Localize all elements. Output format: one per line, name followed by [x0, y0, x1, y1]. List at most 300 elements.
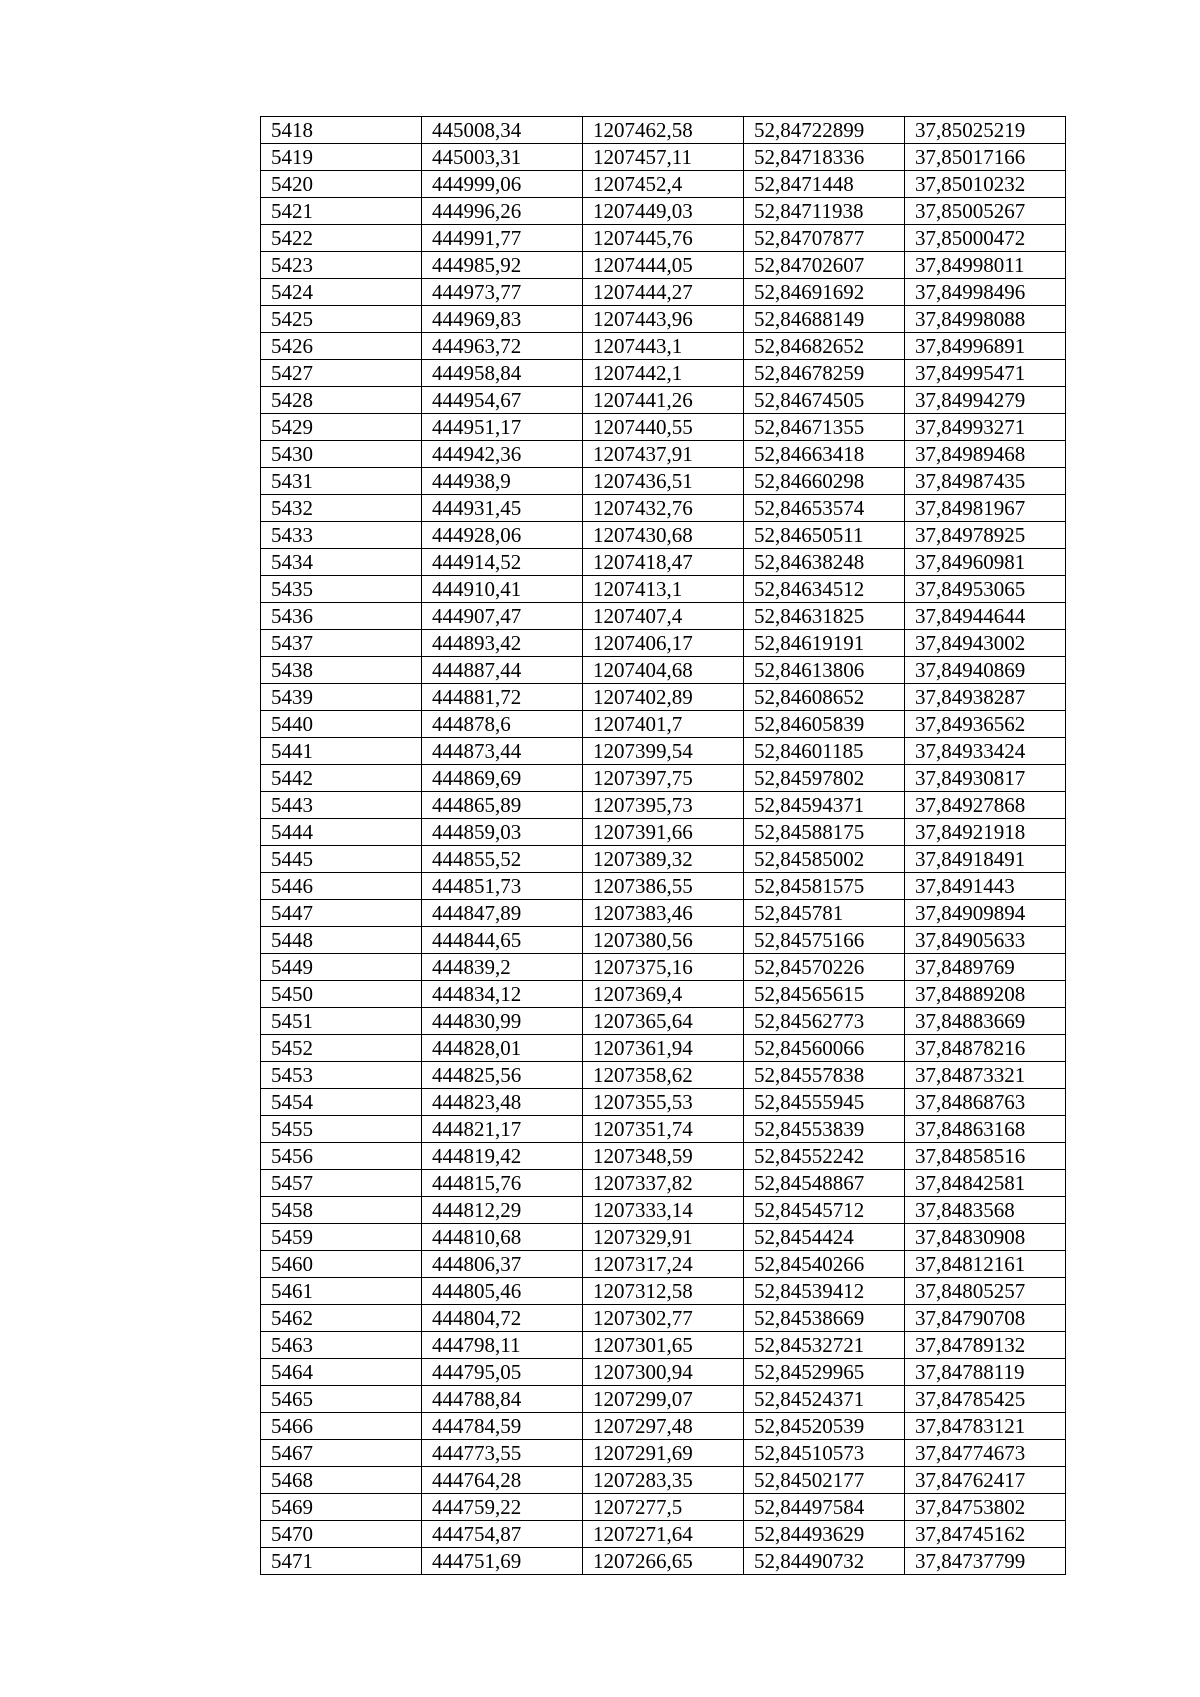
x-coordinate-cell: 444931,45 — [422, 495, 583, 522]
x-coordinate-cell: 444969,83 — [422, 306, 583, 333]
x-coordinate-cell: 445003,31 — [422, 144, 583, 171]
y-coordinate-cell: 1207443,1 — [583, 333, 744, 360]
x-coordinate-cell: 444914,52 — [422, 549, 583, 576]
point-number-cell: 5432 — [261, 495, 422, 522]
y-coordinate-cell: 1207389,32 — [583, 846, 744, 873]
longitude-cell: 37,84940869 — [905, 657, 1066, 684]
table-row — [261, 900, 1066, 927]
x-coordinate-cell: 444784,59 — [422, 1413, 583, 1440]
y-coordinate-cell: 1207283,35 — [583, 1467, 744, 1494]
latitude-cell: 52,84597802 — [744, 765, 905, 792]
x-coordinate-cell: 444973,77 — [422, 279, 583, 306]
table-row — [261, 549, 1066, 576]
longitude-cell: 37,84753802 — [905, 1494, 1066, 1521]
longitude-cell: 37,85017166 — [905, 144, 1066, 171]
latitude-cell: 52,84671355 — [744, 414, 905, 441]
point-number-cell: 5441 — [261, 738, 422, 765]
latitude-cell: 52,84588175 — [744, 819, 905, 846]
longitude-cell: 37,84905633 — [905, 927, 1066, 954]
longitude-cell: 37,84883669 — [905, 1008, 1066, 1035]
latitude-cell: 52,84663418 — [744, 441, 905, 468]
point-number-cell: 5463 — [261, 1332, 422, 1359]
table-row — [261, 1116, 1066, 1143]
latitude-cell: 52,84601185 — [744, 738, 905, 765]
y-coordinate-cell: 1207277,5 — [583, 1494, 744, 1521]
table-row — [261, 1332, 1066, 1359]
table-row — [261, 198, 1066, 225]
point-number-cell: 5464 — [261, 1359, 422, 1386]
latitude-cell: 52,84565615 — [744, 981, 905, 1008]
longitude-cell: 37,85010232 — [905, 171, 1066, 198]
point-number-cell: 5444 — [261, 819, 422, 846]
point-number-cell: 5419 — [261, 144, 422, 171]
latitude-cell: 52,84631825 — [744, 603, 905, 630]
table-row — [261, 1548, 1066, 1575]
table-row — [261, 846, 1066, 873]
table-row — [261, 279, 1066, 306]
table-row — [261, 603, 1066, 630]
point-number-cell: 5446 — [261, 873, 422, 900]
longitude-cell: 37,84868763 — [905, 1089, 1066, 1116]
longitude-cell: 37,84790708 — [905, 1305, 1066, 1332]
table-row — [261, 927, 1066, 954]
latitude-cell: 52,84688149 — [744, 306, 905, 333]
longitude-cell: 37,84953065 — [905, 576, 1066, 603]
longitude-cell: 37,84889208 — [905, 981, 1066, 1008]
latitude-cell: 52,84711938 — [744, 198, 905, 225]
latitude-cell: 52,84674505 — [744, 387, 905, 414]
table-row — [261, 1305, 1066, 1332]
point-number-cell: 5469 — [261, 1494, 422, 1521]
x-coordinate-cell: 444795,05 — [422, 1359, 583, 1386]
latitude-cell: 52,84718336 — [744, 144, 905, 171]
y-coordinate-cell: 1207401,7 — [583, 711, 744, 738]
table-row — [261, 1251, 1066, 1278]
x-coordinate-cell: 444963,72 — [422, 333, 583, 360]
latitude-cell: 52,84660298 — [744, 468, 905, 495]
latitude-cell: 52,84570226 — [744, 954, 905, 981]
latitude-cell: 52,84557838 — [744, 1062, 905, 1089]
y-coordinate-cell: 1207375,16 — [583, 954, 744, 981]
y-coordinate-cell: 1207452,4 — [583, 171, 744, 198]
longitude-cell: 37,84873321 — [905, 1062, 1066, 1089]
point-number-cell: 5458 — [261, 1197, 422, 1224]
y-coordinate-cell: 1207441,26 — [583, 387, 744, 414]
x-coordinate-cell: 444999,06 — [422, 171, 583, 198]
x-coordinate-cell: 444887,44 — [422, 657, 583, 684]
point-number-cell: 5425 — [261, 306, 422, 333]
latitude-cell: 52,84605839 — [744, 711, 905, 738]
point-number-cell: 5450 — [261, 981, 422, 1008]
longitude-cell: 37,84909894 — [905, 900, 1066, 927]
x-coordinate-cell: 444823,48 — [422, 1089, 583, 1116]
y-coordinate-cell: 1207444,05 — [583, 252, 744, 279]
point-number-cell: 5423 — [261, 252, 422, 279]
longitude-cell: 37,84998088 — [905, 306, 1066, 333]
x-coordinate-cell: 444821,17 — [422, 1116, 583, 1143]
latitude-cell: 52,84581575 — [744, 873, 905, 900]
latitude-cell: 52,84562773 — [744, 1008, 905, 1035]
longitude-cell: 37,84774673 — [905, 1440, 1066, 1467]
point-number-cell: 5445 — [261, 846, 422, 873]
point-number-cell: 5462 — [261, 1305, 422, 1332]
longitude-cell: 37,8489769 — [905, 954, 1066, 981]
longitude-cell: 37,84998496 — [905, 279, 1066, 306]
x-coordinate-cell: 444855,52 — [422, 846, 583, 873]
x-coordinate-cell: 444893,42 — [422, 630, 583, 657]
y-coordinate-cell: 1207351,74 — [583, 1116, 744, 1143]
table-row — [261, 1143, 1066, 1170]
longitude-cell: 37,84978925 — [905, 522, 1066, 549]
longitude-cell: 37,8483568 — [905, 1197, 1066, 1224]
x-coordinate-cell: 444788,84 — [422, 1386, 583, 1413]
point-number-cell: 5422 — [261, 225, 422, 252]
longitude-cell: 37,84936562 — [905, 711, 1066, 738]
latitude-cell: 52,84560066 — [744, 1035, 905, 1062]
longitude-cell: 37,84938287 — [905, 684, 1066, 711]
longitude-cell: 37,84981967 — [905, 495, 1066, 522]
point-number-cell: 5460 — [261, 1251, 422, 1278]
y-coordinate-cell: 1207462,58 — [583, 117, 744, 144]
latitude-cell: 52,84650511 — [744, 522, 905, 549]
y-coordinate-cell: 1207443,96 — [583, 306, 744, 333]
y-coordinate-cell: 1207300,94 — [583, 1359, 744, 1386]
longitude-cell: 37,84745162 — [905, 1521, 1066, 1548]
table-row — [261, 684, 1066, 711]
y-coordinate-cell: 1207302,77 — [583, 1305, 744, 1332]
table-row — [261, 117, 1066, 144]
table-row — [261, 1386, 1066, 1413]
y-coordinate-cell: 1207407,4 — [583, 603, 744, 630]
latitude-cell: 52,84548867 — [744, 1170, 905, 1197]
latitude-cell: 52,84678259 — [744, 360, 905, 387]
x-coordinate-cell: 444815,76 — [422, 1170, 583, 1197]
coordinates-table — [260, 116, 1066, 1575]
point-number-cell: 5442 — [261, 765, 422, 792]
y-coordinate-cell: 1207457,11 — [583, 144, 744, 171]
longitude-cell: 37,84812161 — [905, 1251, 1066, 1278]
x-coordinate-cell: 444810,68 — [422, 1224, 583, 1251]
latitude-cell: 52,84594371 — [744, 792, 905, 819]
x-coordinate-cell: 445008,34 — [422, 117, 583, 144]
y-coordinate-cell: 1207301,65 — [583, 1332, 744, 1359]
latitude-cell: 52,84497584 — [744, 1494, 905, 1521]
point-number-cell: 5461 — [261, 1278, 422, 1305]
y-coordinate-cell: 1207430,68 — [583, 522, 744, 549]
point-number-cell: 5459 — [261, 1224, 422, 1251]
y-coordinate-cell: 1207404,68 — [583, 657, 744, 684]
latitude-cell: 52,84493629 — [744, 1521, 905, 1548]
y-coordinate-cell: 1207383,46 — [583, 900, 744, 927]
longitude-cell: 37,85005267 — [905, 198, 1066, 225]
table-row — [261, 819, 1066, 846]
point-number-cell: 5439 — [261, 684, 422, 711]
y-coordinate-cell: 1207386,55 — [583, 873, 744, 900]
y-coordinate-cell: 1207413,1 — [583, 576, 744, 603]
x-coordinate-cell: 444907,47 — [422, 603, 583, 630]
table-row — [261, 1278, 1066, 1305]
table-row — [261, 792, 1066, 819]
table-row — [261, 522, 1066, 549]
y-coordinate-cell: 1207397,75 — [583, 765, 744, 792]
longitude-cell: 37,84921918 — [905, 819, 1066, 846]
point-number-cell: 5436 — [261, 603, 422, 630]
longitude-cell: 37,84930817 — [905, 765, 1066, 792]
point-number-cell: 5468 — [261, 1467, 422, 1494]
point-number-cell: 5421 — [261, 198, 422, 225]
longitude-cell: 37,84960981 — [905, 549, 1066, 576]
x-coordinate-cell: 444851,73 — [422, 873, 583, 900]
x-coordinate-cell: 444985,92 — [422, 252, 583, 279]
latitude-cell: 52,84722899 — [744, 117, 905, 144]
latitude-cell: 52,84613806 — [744, 657, 905, 684]
x-coordinate-cell: 444844,65 — [422, 927, 583, 954]
point-number-cell: 5454 — [261, 1089, 422, 1116]
y-coordinate-cell: 1207440,55 — [583, 414, 744, 441]
y-coordinate-cell: 1207317,24 — [583, 1251, 744, 1278]
latitude-cell: 52,84539412 — [744, 1278, 905, 1305]
x-coordinate-cell: 444951,17 — [422, 414, 583, 441]
latitude-cell: 52,84638248 — [744, 549, 905, 576]
y-coordinate-cell: 1207437,91 — [583, 441, 744, 468]
y-coordinate-cell: 1207449,03 — [583, 198, 744, 225]
table-row — [261, 1062, 1066, 1089]
table-row — [261, 1413, 1066, 1440]
x-coordinate-cell: 444812,29 — [422, 1197, 583, 1224]
table-row — [261, 738, 1066, 765]
latitude-cell: 52,8454424 — [744, 1224, 905, 1251]
longitude-cell: 37,84944644 — [905, 603, 1066, 630]
longitude-cell: 37,84927868 — [905, 792, 1066, 819]
point-number-cell: 5426 — [261, 333, 422, 360]
point-number-cell: 5466 — [261, 1413, 422, 1440]
latitude-cell: 52,84634512 — [744, 576, 905, 603]
point-number-cell: 5449 — [261, 954, 422, 981]
latitude-cell: 52,84538669 — [744, 1305, 905, 1332]
point-number-cell: 5467 — [261, 1440, 422, 1467]
x-coordinate-cell: 444859,03 — [422, 819, 583, 846]
latitude-cell: 52,84682652 — [744, 333, 905, 360]
table-row — [261, 873, 1066, 900]
y-coordinate-cell: 1207402,89 — [583, 684, 744, 711]
latitude-cell: 52,84575166 — [744, 927, 905, 954]
latitude-cell: 52,845781 — [744, 900, 905, 927]
latitude-cell: 52,84510573 — [744, 1440, 905, 1467]
y-coordinate-cell: 1207444,27 — [583, 279, 744, 306]
x-coordinate-cell: 444991,77 — [422, 225, 583, 252]
table-row — [261, 414, 1066, 441]
longitude-cell: 37,84842581 — [905, 1170, 1066, 1197]
table-row — [261, 1170, 1066, 1197]
y-coordinate-cell: 1207355,53 — [583, 1089, 744, 1116]
y-coordinate-cell: 1207445,76 — [583, 225, 744, 252]
longitude-cell: 37,84878216 — [905, 1035, 1066, 1062]
y-coordinate-cell: 1207312,58 — [583, 1278, 744, 1305]
longitude-cell: 37,84918491 — [905, 846, 1066, 873]
x-coordinate-cell: 444873,44 — [422, 738, 583, 765]
point-number-cell: 5424 — [261, 279, 422, 306]
x-coordinate-cell: 444938,9 — [422, 468, 583, 495]
longitude-cell: 37,84998011 — [905, 252, 1066, 279]
x-coordinate-cell: 444996,26 — [422, 198, 583, 225]
point-number-cell: 5437 — [261, 630, 422, 657]
latitude-cell: 52,84490732 — [744, 1548, 905, 1575]
latitude-cell: 52,84545712 — [744, 1197, 905, 1224]
longitude-cell: 37,84989468 — [905, 441, 1066, 468]
point-number-cell: 5456 — [261, 1143, 422, 1170]
point-number-cell: 5443 — [261, 792, 422, 819]
x-coordinate-cell: 444805,46 — [422, 1278, 583, 1305]
x-coordinate-cell: 444839,2 — [422, 954, 583, 981]
longitude-cell: 37,84943002 — [905, 630, 1066, 657]
y-coordinate-cell: 1207329,91 — [583, 1224, 744, 1251]
longitude-cell: 37,84863168 — [905, 1116, 1066, 1143]
table-row — [261, 1197, 1066, 1224]
point-number-cell: 5470 — [261, 1521, 422, 1548]
point-number-cell: 5465 — [261, 1386, 422, 1413]
point-number-cell: 5434 — [261, 549, 422, 576]
point-number-cell: 5438 — [261, 657, 422, 684]
latitude-cell: 52,84702607 — [744, 252, 905, 279]
table-row — [261, 495, 1066, 522]
table-row — [261, 1440, 1066, 1467]
y-coordinate-cell: 1207406,17 — [583, 630, 744, 657]
table-row — [261, 171, 1066, 198]
table-row — [261, 306, 1066, 333]
x-coordinate-cell: 444942,36 — [422, 441, 583, 468]
point-number-cell: 5420 — [261, 171, 422, 198]
table-row — [261, 765, 1066, 792]
longitude-cell: 37,84805257 — [905, 1278, 1066, 1305]
table-row — [261, 144, 1066, 171]
x-coordinate-cell: 444834,12 — [422, 981, 583, 1008]
x-coordinate-cell: 444751,69 — [422, 1548, 583, 1575]
latitude-cell: 52,84691692 — [744, 279, 905, 306]
latitude-cell: 52,84555945 — [744, 1089, 905, 1116]
x-coordinate-cell: 444910,41 — [422, 576, 583, 603]
y-coordinate-cell: 1207399,54 — [583, 738, 744, 765]
point-number-cell: 5471 — [261, 1548, 422, 1575]
table-row — [261, 387, 1066, 414]
latitude-cell: 52,84502177 — [744, 1467, 905, 1494]
y-coordinate-cell: 1207297,48 — [583, 1413, 744, 1440]
y-coordinate-cell: 1207299,07 — [583, 1386, 744, 1413]
point-number-cell: 5455 — [261, 1116, 422, 1143]
latitude-cell: 52,84619191 — [744, 630, 905, 657]
x-coordinate-cell: 444798,11 — [422, 1332, 583, 1359]
table-row — [261, 1521, 1066, 1548]
latitude-cell: 52,84524371 — [744, 1386, 905, 1413]
point-number-cell: 5452 — [261, 1035, 422, 1062]
latitude-cell: 52,84540266 — [744, 1251, 905, 1278]
table-row — [261, 1089, 1066, 1116]
latitude-cell: 52,84585002 — [744, 846, 905, 873]
longitude-cell: 37,84996891 — [905, 333, 1066, 360]
y-coordinate-cell: 1207380,56 — [583, 927, 744, 954]
table-row — [261, 1494, 1066, 1521]
latitude-cell: 52,84552242 — [744, 1143, 905, 1170]
longitude-cell: 37,84762417 — [905, 1467, 1066, 1494]
point-number-cell: 5447 — [261, 900, 422, 927]
y-coordinate-cell: 1207395,73 — [583, 792, 744, 819]
y-coordinate-cell: 1207442,1 — [583, 360, 744, 387]
table-row — [261, 1467, 1066, 1494]
latitude-cell: 52,84608652 — [744, 684, 905, 711]
point-number-cell: 5428 — [261, 387, 422, 414]
table-row — [261, 360, 1066, 387]
point-number-cell: 5427 — [261, 360, 422, 387]
longitude-cell: 37,84994279 — [905, 387, 1066, 414]
table-row — [261, 333, 1066, 360]
table-row — [261, 468, 1066, 495]
y-coordinate-cell: 1207337,82 — [583, 1170, 744, 1197]
x-coordinate-cell: 444958,84 — [422, 360, 583, 387]
x-coordinate-cell: 444819,42 — [422, 1143, 583, 1170]
point-number-cell: 5451 — [261, 1008, 422, 1035]
table-row — [261, 954, 1066, 981]
point-number-cell: 5435 — [261, 576, 422, 603]
table-row — [261, 1008, 1066, 1035]
longitude-cell: 37,84788119 — [905, 1359, 1066, 1386]
longitude-cell: 37,84785425 — [905, 1386, 1066, 1413]
table-row — [261, 1035, 1066, 1062]
y-coordinate-cell: 1207361,94 — [583, 1035, 744, 1062]
x-coordinate-cell: 444928,06 — [422, 522, 583, 549]
y-coordinate-cell: 1207333,14 — [583, 1197, 744, 1224]
table-row — [261, 1359, 1066, 1386]
x-coordinate-cell: 444954,67 — [422, 387, 583, 414]
table-row — [261, 711, 1066, 738]
y-coordinate-cell: 1207358,62 — [583, 1062, 744, 1089]
x-coordinate-cell: 444754,87 — [422, 1521, 583, 1548]
latitude-cell: 52,84707877 — [744, 225, 905, 252]
latitude-cell: 52,84653574 — [744, 495, 905, 522]
point-number-cell: 5433 — [261, 522, 422, 549]
latitude-cell: 52,84553839 — [744, 1116, 905, 1143]
longitude-cell: 37,84933424 — [905, 738, 1066, 765]
x-coordinate-cell: 444806,37 — [422, 1251, 583, 1278]
table-row — [261, 981, 1066, 1008]
x-coordinate-cell: 444804,72 — [422, 1305, 583, 1332]
longitude-cell: 37,84995471 — [905, 360, 1066, 387]
y-coordinate-cell: 1207369,4 — [583, 981, 744, 1008]
x-coordinate-cell: 444759,22 — [422, 1494, 583, 1521]
table-row — [261, 576, 1066, 603]
x-coordinate-cell: 444825,56 — [422, 1062, 583, 1089]
longitude-cell: 37,8491443 — [905, 873, 1066, 900]
longitude-cell: 37,84993271 — [905, 414, 1066, 441]
x-coordinate-cell: 444881,72 — [422, 684, 583, 711]
point-number-cell: 5448 — [261, 927, 422, 954]
y-coordinate-cell: 1207271,64 — [583, 1521, 744, 1548]
x-coordinate-cell: 444773,55 — [422, 1440, 583, 1467]
x-coordinate-cell: 444847,89 — [422, 900, 583, 927]
point-number-cell: 5431 — [261, 468, 422, 495]
coordinates-table-body — [261, 117, 1066, 1575]
x-coordinate-cell: 444865,89 — [422, 792, 583, 819]
y-coordinate-cell: 1207418,47 — [583, 549, 744, 576]
table-row — [261, 252, 1066, 279]
latitude-cell: 52,84532721 — [744, 1332, 905, 1359]
longitude-cell: 37,84789132 — [905, 1332, 1066, 1359]
point-number-cell: 5418 — [261, 117, 422, 144]
table-row — [261, 630, 1066, 657]
y-coordinate-cell: 1207391,66 — [583, 819, 744, 846]
y-coordinate-cell: 1207432,76 — [583, 495, 744, 522]
x-coordinate-cell: 444828,01 — [422, 1035, 583, 1062]
table-row — [261, 225, 1066, 252]
longitude-cell: 37,84858516 — [905, 1143, 1066, 1170]
